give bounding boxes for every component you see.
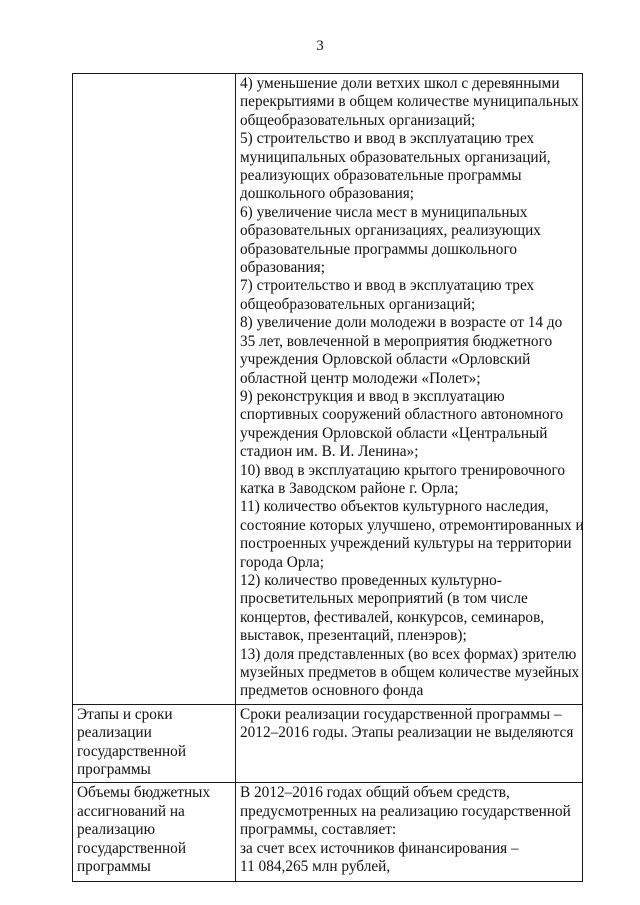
text-line: 35 лет, вовлеченной в мероприятия бюджетного xyxy=(240,332,553,350)
text-line: учреждения Орловской области «Центральный xyxy=(240,424,548,442)
text-line: спортивных сооружений областного автономного xyxy=(240,406,564,424)
text-line: за счет всех источников финансирования – xyxy=(240,839,519,857)
text-line: состояние которых улучшено, отремонтированных и xyxy=(240,516,584,534)
text-line: программы xyxy=(77,858,151,876)
text-line: реализующих образовательные программы xyxy=(240,167,522,185)
text-line: 7) строительство и ввод в эксплуатацию трех xyxy=(240,277,535,295)
text-line: муниципальных образовательных организаций, xyxy=(240,148,551,166)
text-line: предметов основного фонда xyxy=(240,682,424,700)
text-line: катка в Заводском районе г. Орла; xyxy=(240,479,459,497)
table-row-stages xyxy=(73,704,583,783)
text-line: государственной xyxy=(77,742,187,760)
table-cell-label-budget xyxy=(73,783,236,882)
text-line: предусмотренных на реализацию государственной xyxy=(240,802,571,820)
text-line: общеобразовательных организаций; xyxy=(240,295,476,313)
text-line: музейных предметов в общем количестве музейных xyxy=(240,664,580,681)
text-line: областной центр молодежи «Полет»; xyxy=(240,369,481,387)
text-line: концертов, фестивалей, конкурсов, семинаров, xyxy=(240,608,545,626)
text-line: 6) увеличение числа мест в муниципальных xyxy=(240,203,528,221)
text-line: 4) уменьшение доли ветхих школ с деревянными xyxy=(240,75,560,92)
text-line: программы, составляет: xyxy=(240,821,397,839)
table-cell-label-empty xyxy=(73,74,236,705)
text-line: 12) количество проведенных культурно- xyxy=(240,571,502,589)
text-line: города Орла; xyxy=(240,553,324,571)
text-line: образовательные программы дошкольного xyxy=(240,240,518,258)
text-line: образования; xyxy=(240,259,325,277)
table-row-target-indicators xyxy=(73,74,583,705)
text-line: 10) ввод в эксплуатацию крытого тренировочного xyxy=(240,461,566,479)
text-line: 11) количество объектов культурного наследия, xyxy=(240,498,549,516)
text-line: 11 084,265 млн рублей, xyxy=(240,858,391,876)
text-line: стадион им. В. И. Ленина»; xyxy=(240,443,419,461)
text-line: В 2012–2016 годах общий объем средств, xyxy=(240,784,510,802)
text-line: Сроки реализации государственной программы – xyxy=(240,705,562,723)
text-line: программы xyxy=(77,761,151,779)
text-line: выставок, презентаций, пленэров); xyxy=(240,627,467,645)
text-line: 8) увеличение доли молодежи в возрасте от 14 до xyxy=(240,314,563,332)
text-line: 9) реконструкция и ввод в эксплуатацию xyxy=(240,387,505,405)
table-cell-label-stages xyxy=(73,704,236,783)
table-cell-budget-value xyxy=(236,783,583,882)
text-line: ассигнований на xyxy=(77,802,185,820)
program-passport-table xyxy=(72,73,583,882)
text-line: реализации xyxy=(77,724,152,742)
table-cell-target-indicators xyxy=(236,74,583,705)
text-line: 13) доля представленных (во всех формах) зрителю xyxy=(240,645,577,663)
text-line: 5) строительство и ввод в эксплуатацию трех xyxy=(240,130,535,148)
text-line: реализацию xyxy=(77,821,156,839)
text-line: построенных учреждений культуры на территории xyxy=(240,535,572,553)
text-line: общеобразовательных организаций; xyxy=(240,111,476,129)
text-line: дошкольного образования; xyxy=(240,185,415,203)
table-row-budget xyxy=(73,783,583,882)
text-line: 2012–2016 годы. Этапы реализации не выделяются xyxy=(240,724,574,742)
text-line: образовательных организациях, реализующих xyxy=(240,222,541,240)
text-line: просветительных мероприятий (в том числе xyxy=(240,590,528,608)
text-line: Этапы и сроки xyxy=(77,705,173,723)
text-line: учреждения Орловской области «Орловский xyxy=(240,351,531,369)
page-number: 3 xyxy=(316,38,324,54)
table-cell-stages-value xyxy=(236,704,583,783)
text-line: Объемы бюджетных xyxy=(77,784,211,802)
text-line: государственной xyxy=(77,839,187,857)
text-line: перекрытиями в общем количестве муниципальных xyxy=(240,93,579,111)
